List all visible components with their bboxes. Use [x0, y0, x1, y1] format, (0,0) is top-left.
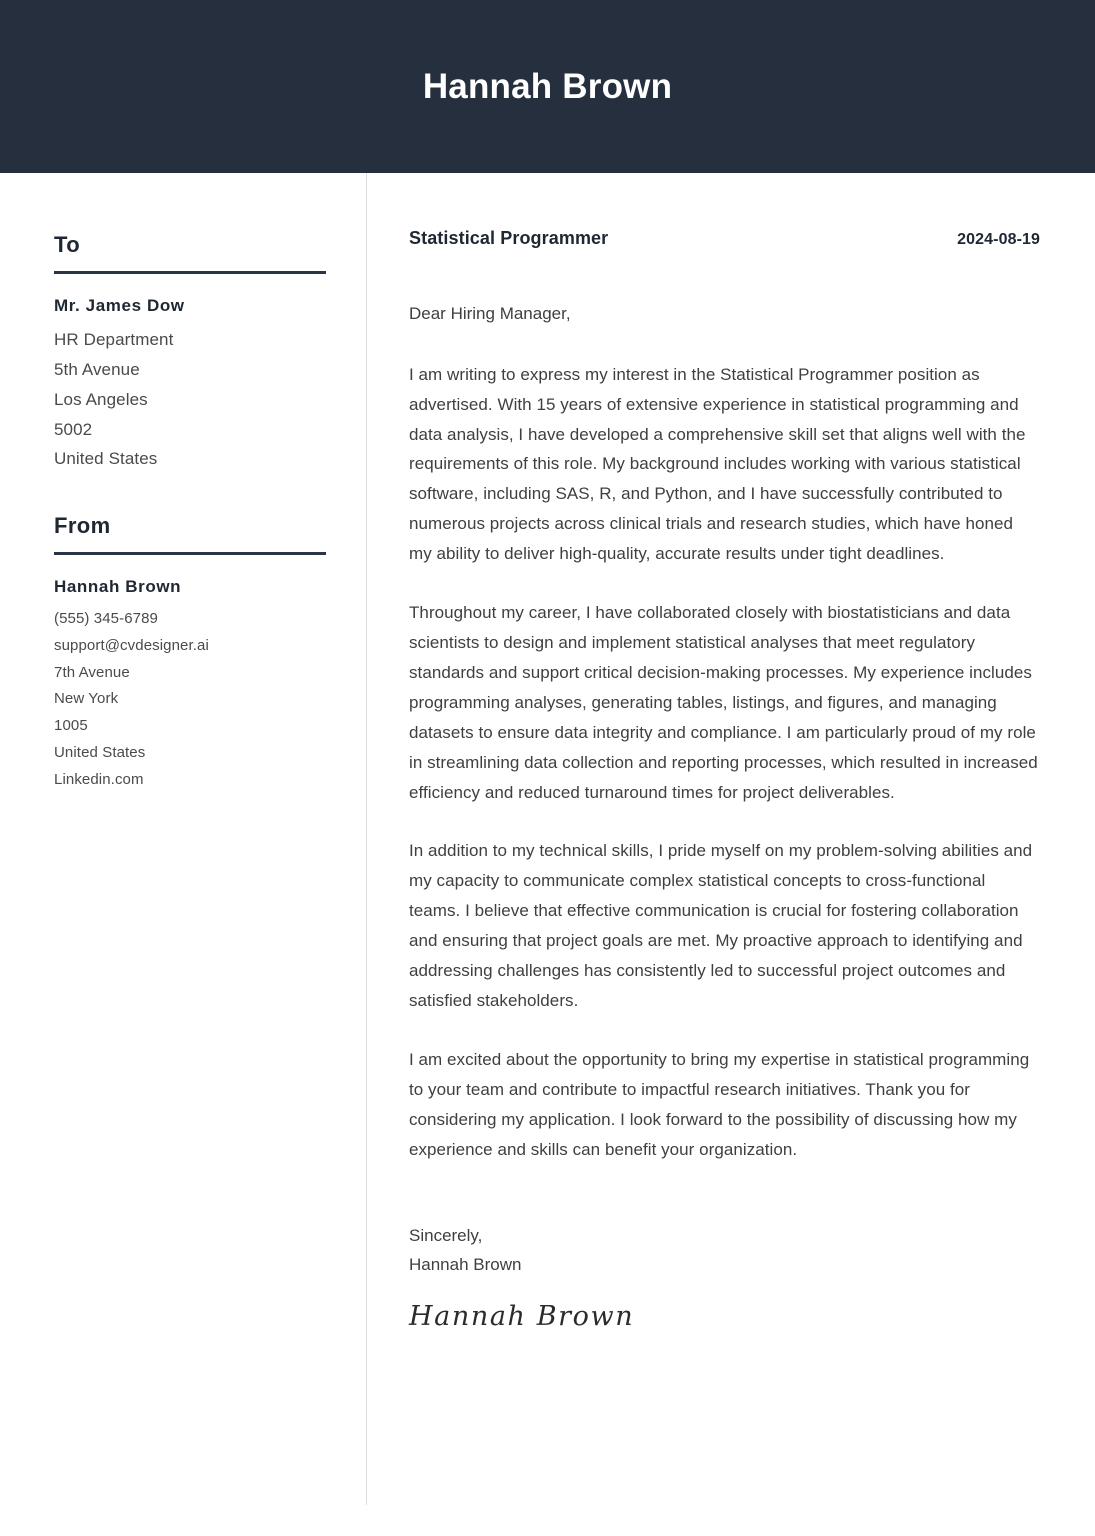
letter-body [0, 173, 1095, 1536]
list-item: United States [54, 743, 146, 761]
letter-paragraph: Throughout my career, I have collaborated closely with biostatisticians and data scientists to design and implement statistical analyses that meet regulatory standards and support critical decision-making processes. My experience includes programming analyses, generating tables, listings, and figures, and managing datasets to ensure data integrity and compliance. I am particularly proud of my role in streamlining data collection and reporting processes, which resulted in increased efficiency and reduced turnaround times for project deliverables. [409, 603, 1038, 802]
sidebar [0, 173, 366, 793]
list-item: United States [54, 449, 158, 469]
job-title: Statistical Programmer [409, 228, 609, 248]
sender-contact-details [54, 606, 326, 793]
letterhead-banner [0, 0, 1095, 173]
letter-paragraph: In addition to my technical skills, I pride myself on my problem-solving abilities and my capacity to communicate complex statistical concepts to cross-functional teams. I believe that effective communication is crucial for fostering collaboration and ensuring that project goals are met. My proactive approach to identifying and addressing challenges has consistently led to successful project outcomes and satisfied stakeholders. [409, 841, 1033, 1010]
letter-paragraph: I am writing to express my interest in the Statistical Programmer position as advertised. With 15 years of extensive experience in statistical programming and data analysis, I have developed a comprehensive skill set that aligns well with the requirements of this role. My background includes working with various statistical software, including SAS, R, and Python, and I have successfully contributed to numerous projects across clinical trials and research studies, which have honed my ability to deliver high-quality, accurate results under tight deadlines. [409, 364, 1026, 564]
list-item: 5002 [54, 419, 93, 439]
letter-date: 2024-08-19 [957, 231, 1040, 248]
from-heading-rule [54, 552, 326, 555]
page-title: Hannah Brown [422, 67, 673, 106]
letter-paragraph: I am excited about the opportunity to bring my expertise in statistical programming to your team and contribute to impactful research initiatives. Thank you for considering my application. I look forward to the possibility of discussing how my experience and skills can benefit your organization. [409, 1049, 1030, 1159]
list-item: Los Angeles [54, 389, 148, 409]
list-item: 1005 [54, 717, 88, 735]
column-divider [366, 173, 367, 1505]
list-item: New York [54, 690, 119, 708]
letter-content [366, 173, 1095, 1332]
list-item: (555) 345-6789 [54, 610, 158, 628]
to-heading-rule [54, 271, 326, 274]
list-item: 5th Avenue [54, 360, 140, 380]
closing-salutation: Sincerely, [409, 1225, 483, 1245]
list-item: 7th Avenue [54, 663, 130, 681]
section-spacer [54, 474, 326, 514]
recipient-address [54, 325, 326, 474]
list-item: HR Department [54, 330, 174, 350]
letter-header-row [409, 228, 1040, 249]
recipient-name: Mr. James Dow [54, 295, 185, 315]
list-item: Linkedin.com [54, 770, 144, 788]
salutation: Dear Hiring Manager, [409, 304, 571, 323]
letter-closing [409, 1221, 1040, 1332]
sender-name: Hannah Brown [54, 576, 182, 596]
list-item: support@cvdesigner.ai [54, 637, 209, 655]
signature: Hannah Brown [409, 1301, 635, 1332]
sender-section [54, 514, 326, 793]
recipient-section [54, 233, 326, 474]
from-heading: From [54, 513, 111, 539]
to-heading: To [54, 232, 81, 257]
closing-name: Hannah Brown [409, 1255, 522, 1275]
